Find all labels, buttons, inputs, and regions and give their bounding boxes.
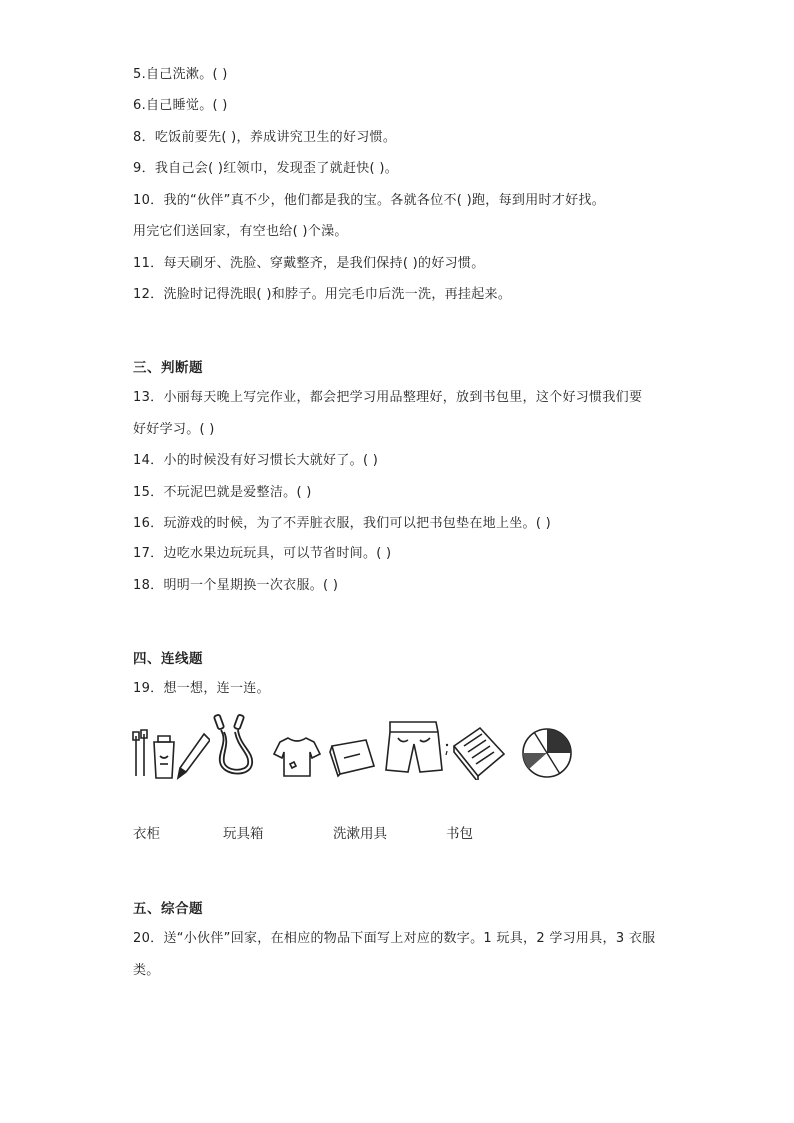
question-10-line2: 用完它们送回家，有空也给( )个澡。 — [133, 224, 348, 239]
section-3-heading: 三、判断题 — [133, 360, 203, 376]
question-15: 15．不玩泥巴就是爱整洁。( ) — [133, 485, 312, 500]
shirt-icon — [272, 734, 322, 780]
label-wardrobe: 衣柜 — [133, 826, 160, 842]
question-20-line2: 类。 — [133, 963, 160, 978]
question-11: 11．每天刷牙、洗脸、穿戴整齐，是我们保持( )的好习惯。 — [133, 256, 485, 271]
question-16: 16．玩游戏的时候，为了不弄脏衣服，我们可以把书包垫在地上坐。( ) — [133, 516, 552, 531]
label-wash-supplies: 洗漱用具 — [333, 826, 387, 842]
ball-icon — [520, 726, 574, 780]
toothbrush-toothpaste-pencil-icon — [130, 722, 210, 782]
picture-row — [130, 712, 580, 782]
question-5: 5.自己洗漱。( ) — [133, 67, 228, 82]
question-19: 19．想一想，连一连。 — [133, 681, 270, 696]
towel-icon — [328, 736, 378, 778]
question-12: 12．洗脸时记得洗眼( )和脖子。用完毛巾后洗一洗，再挂起来。 — [133, 287, 512, 302]
section-4-heading: 四、连线题 — [133, 651, 203, 667]
question-8: 8．吃饭前要先( )，养成讲究卫生的好习惯。 — [133, 130, 397, 145]
question-20-line1: 20．送“小伙伴”回家，在相应的物品下面写上对应的数字。1 玩具，2 学习用具，3 衣服 — [133, 931, 656, 946]
label-schoolbag: 书包 — [446, 826, 473, 842]
question-13-line1: 13．小丽每天晚上写完作业，都会把学习用品整理好，放到书包里，这个好习惯我们要 — [133, 390, 643, 405]
book-icon — [450, 724, 508, 780]
question-13-line2: 好好学习。( ) — [133, 422, 215, 437]
question-10-line1: 10．我的“伙伴”真不少，他们都是我的宝。各就各位不( )跑，每到用时才好找。 — [133, 193, 605, 208]
question-6: 6.自己睡觉。( ) — [133, 98, 228, 113]
question-14: 14．小的时候没有好习惯长大就好了。( ) — [133, 453, 379, 468]
label-toy-box: 玩具箱 — [223, 826, 264, 842]
question-18: 18．明明一个星期换一次衣服。( ) — [133, 578, 339, 593]
jump-rope-icon — [210, 712, 260, 782]
question-17: 17．边吃水果边玩玩具，可以节省时间。( ) — [133, 546, 392, 561]
shorts-icon — [384, 718, 444, 778]
section-5-heading: 五、综合题 — [133, 901, 203, 917]
question-9: 9．我自己会( )红领巾，发现歪了就赶快( )。 — [133, 161, 399, 176]
